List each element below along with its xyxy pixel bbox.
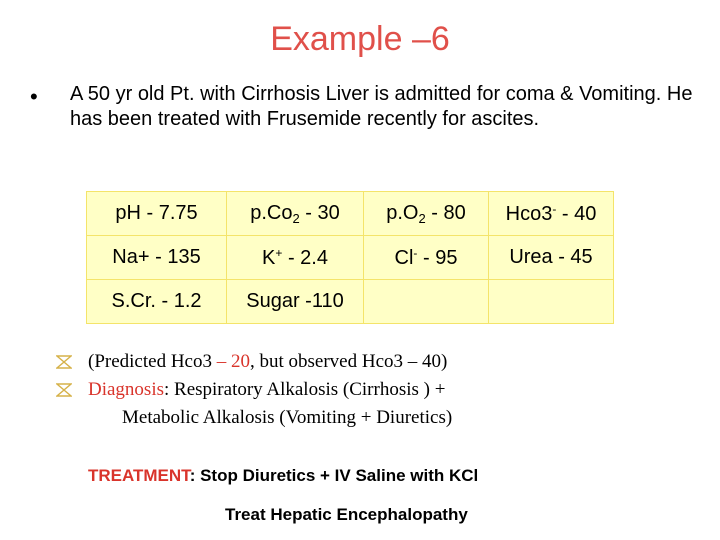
lab-sugar: Sugar -110 [227,280,364,324]
analysis-notes [56,348,452,432]
lab-empty-cell [364,280,489,324]
table-row [87,236,614,280]
predicted-note: (Predicted Hco3 – 20, but observed Hco3 – 40) [56,348,452,376]
diagnosis-label: Diagnosis [88,379,164,400]
lab-values-table [86,191,614,324]
table-row [87,280,614,324]
diagnosis-note: Diagnosis: Respiratory Alkalosis (Cirrhosis ) + [56,376,452,404]
slide-title: Example –6 [270,20,450,58]
lab-serum-creatinine: S.Cr. - 1.2 [87,280,227,324]
diagnosis-continuation: Metabolic Alkalosis (Vomiting + Diuretics) [122,407,453,428]
lab-potassium: K+ - 2.4 [227,236,364,280]
lab-pco2: $p.Co_2 - 30$ [227,192,364,236]
bullet-marker: • [30,84,38,109]
hourglass-bullet-icon [56,383,72,397]
lab-chloride: Cl- - 95 [364,236,489,280]
lab-hco3: Hco3- - 40 [489,192,614,236]
hourglass-bullet-icon [56,355,72,369]
lab-ph: pH - 7.75 [87,192,227,236]
treatment-label: TREATMENT [88,466,190,485]
lab-sodium: Na+ - 135 [87,236,227,280]
table-row [87,192,614,236]
treatment-line-2: Treat Hepatic Encephalopathy [225,505,468,524]
treatment-line: TREATMENT: Stop Diuretics + IV Saline with KCl [88,466,479,485]
lab-urea: Urea - 45 [489,236,614,280]
lab-empty-cell [489,280,614,324]
case-description: A 50 yr old Pt. with Cirrhosis Liver is admitted for coma & Vomiting. He has been treated with Frusemide recently for ascites. [70,83,693,130]
lab-po2: $p.O_2 - 80$ [364,192,489,236]
